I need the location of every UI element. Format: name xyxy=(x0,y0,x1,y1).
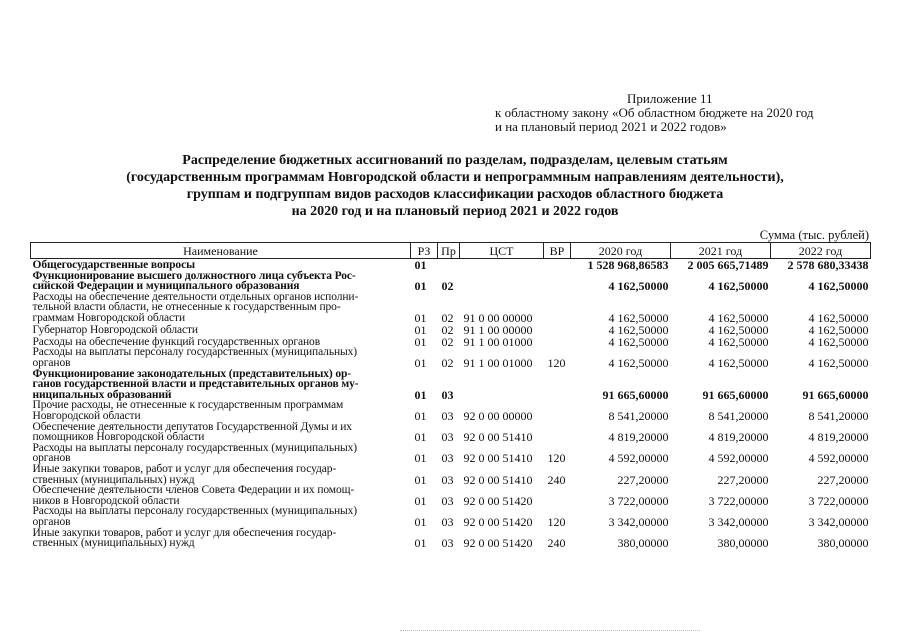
row-rz: 01 xyxy=(414,430,427,445)
row-2022: 4 162,50000 xyxy=(808,310,869,325)
row-2020: 8 541,20000 xyxy=(608,409,669,424)
title-line-1: Распределение бюджетных ассигнований по разделам, подразделам, целевым статьям xyxy=(182,153,728,168)
table-row xyxy=(31,422,871,443)
table-body xyxy=(31,259,871,549)
row-name: Функционирование законодательных (представительных) ор- ганов государственной власти и представительных органов му- ниципальных образований xyxy=(32,367,359,401)
row-vr: 120 xyxy=(547,451,566,466)
row-vr xyxy=(544,485,571,506)
row-cst xyxy=(460,271,544,292)
row-2022: 3 342,00000 xyxy=(808,514,869,529)
row-rz: 01 xyxy=(414,451,427,466)
row-pr: 03 xyxy=(441,514,454,529)
row-2022: 8 541,20000 xyxy=(808,409,869,424)
row-vr xyxy=(544,292,571,324)
appendix-period: и на плановый период 2021 и 2022 годов» xyxy=(495,119,727,134)
row-cst: 92 0 00 51410 xyxy=(463,472,533,487)
header-cst: ЦСТ xyxy=(460,243,544,259)
row-2020: 4 162,50000 xyxy=(608,279,669,294)
row-2022: 4 162,50000 xyxy=(808,322,869,337)
row-2020: 380,00000 xyxy=(617,536,669,551)
row-pr: 03 xyxy=(441,387,454,402)
row-pr: 02 xyxy=(441,356,454,371)
row-2021: 4 162,50000 xyxy=(708,322,769,337)
row-cst: 91 1 00 01000 xyxy=(463,334,533,349)
row-name: Общегосударственные вопросы xyxy=(32,258,195,271)
row-name: Расходы на выплаты персоналу государственных (муниципальных) органов xyxy=(32,441,358,465)
row-vr: 240 xyxy=(547,472,566,487)
row-rz: 01 xyxy=(414,536,427,551)
row-pr: 03 xyxy=(441,451,454,466)
row-vr xyxy=(544,323,571,335)
row-cst: 92 0 00 00000 xyxy=(463,409,533,424)
row-pr: 02 xyxy=(441,322,454,337)
row-vr xyxy=(544,271,571,292)
appendix-law-ref: к областному закону «Об областном бюджете на 2020 год xyxy=(495,105,814,120)
row-2022: 4 162,50000 xyxy=(808,356,869,371)
budget-table xyxy=(30,242,871,549)
row-vr: 120 xyxy=(547,514,566,529)
row-name: Расходы на выплаты персоналу государственных (муниципальных) органов xyxy=(32,505,358,528)
row-2021: 4 162,50000 xyxy=(708,310,769,325)
row-rz: 01 xyxy=(414,356,427,371)
table-row xyxy=(31,271,871,292)
row-2020: 3 722,00000 xyxy=(608,493,669,508)
table-row xyxy=(31,369,871,401)
row-2021: 4 162,50000 xyxy=(708,279,769,294)
row-name: Иные закупки товаров, работ и услуг для обеспечения государ- ственных (муниципальных) нужд xyxy=(32,463,337,486)
row-2020: 4 162,50000 xyxy=(608,356,669,371)
row-2022: 4 819,20000 xyxy=(808,430,869,445)
row-pr: 03 xyxy=(441,430,454,445)
row-2020: 91 665,60000 xyxy=(602,387,669,402)
row-cst: 92 0 00 51410 xyxy=(463,430,533,445)
row-rz: 01 xyxy=(414,322,427,337)
units-label: Сумма (тыс. рублей) xyxy=(759,228,869,242)
row-vr xyxy=(544,335,571,347)
row-2021: 227,20000 xyxy=(717,472,769,487)
row-rz: 01 xyxy=(414,409,427,424)
row-cst: 92 0 00 51420 xyxy=(463,536,533,551)
row-name: Иные закупки товаров, работ и услуг для обеспечения государ- ственных (муниципальных) нужд xyxy=(32,526,337,550)
row-rz: 01 xyxy=(414,387,427,402)
table-row xyxy=(31,506,871,527)
row-2022: 2 578 680,33438 xyxy=(787,257,869,272)
row-rz: 01 xyxy=(414,310,427,325)
row-2020: 4 592,00000 xyxy=(608,451,669,466)
row-name: Губернатор Новгородской области xyxy=(32,323,198,336)
row-name: Расходы на обеспечение функций государственных органов xyxy=(32,335,321,348)
row-cst: 92 0 00 51410 xyxy=(463,451,533,466)
row-2021: 380,00000 xyxy=(717,536,769,551)
row-rz: 01 xyxy=(414,257,427,272)
row-pr xyxy=(438,259,460,271)
row-vr xyxy=(544,259,571,271)
row-rz: 01 xyxy=(414,472,427,487)
row-vr xyxy=(544,369,571,401)
row-2022: 4 162,50000 xyxy=(808,279,869,294)
row-2020: 4 162,50000 xyxy=(608,334,669,349)
row-cst: 92 0 00 51420 xyxy=(463,514,533,529)
row-2022: 4 592,00000 xyxy=(808,451,869,466)
row-rz: 01 xyxy=(414,493,427,508)
row-name: Расходы на выплаты персоналу государственных (муниципальных) органов xyxy=(32,346,358,370)
row-2022: 91 665,60000 xyxy=(802,387,869,402)
table-row xyxy=(31,292,871,324)
appendix-number: Приложение 11 xyxy=(627,91,713,106)
row-2020: 4 162,50000 xyxy=(608,310,669,325)
row-2021: 91 665,60000 xyxy=(702,387,769,402)
row-rz: 01 xyxy=(414,279,427,294)
row-name: Прочие расходы, не отнесенные к государственным программам Новгородской области xyxy=(32,399,344,423)
row-2021: 8 541,20000 xyxy=(708,409,769,424)
title-line-4: на 2020 год и на плановый период 2021 и 2022 годов xyxy=(291,204,619,219)
header-vr: ВР xyxy=(544,243,571,259)
row-cst: 91 1 00 01000 xyxy=(463,356,533,371)
row-2022: 4 162,50000 xyxy=(808,334,869,349)
row-2022: 3 722,00000 xyxy=(808,493,869,508)
header-rz: РЗ xyxy=(411,243,438,259)
row-vr: 120 xyxy=(547,356,566,371)
row-2021: 2 005 665,71489 xyxy=(687,257,769,272)
row-pr: 02 xyxy=(441,279,454,294)
row-rz: 01 xyxy=(414,334,427,349)
row-name: Функционирование высшего должностного лица субъекта Рос- сийской Федерации и муниципального образования xyxy=(32,269,356,293)
header-pr: Пр xyxy=(438,243,460,259)
row-name: Расходы на обеспечение деятельности отдельных органов исполни- тельной власти области, не отнесенные к государственным про- граммам Новгородской области xyxy=(32,290,359,324)
table-header-row xyxy=(31,243,871,259)
table-row xyxy=(31,347,871,368)
header-2020: 2020 год xyxy=(571,243,671,259)
row-2021: 4 162,50000 xyxy=(708,334,769,349)
row-vr xyxy=(544,422,571,443)
title-line-3: группам и подгруппам видов расходов классификации расходов областного бюджета xyxy=(186,187,724,202)
table-row xyxy=(31,443,871,464)
table-row xyxy=(31,485,871,506)
header-2021: 2021 год xyxy=(671,243,771,259)
row-2022: 380,00000 xyxy=(817,536,869,551)
row-cst xyxy=(460,369,544,401)
row-rz: 01 xyxy=(414,514,427,529)
header-2022: 2022 год xyxy=(771,243,871,259)
row-2020: 1 528 968,86583 xyxy=(587,257,669,272)
table-row xyxy=(31,528,871,549)
row-name: Обеспечение деятельности депутатов Государственной Думы и их помощников Новгородской области xyxy=(32,420,352,444)
row-pr: 03 xyxy=(441,536,454,551)
table-row xyxy=(31,259,871,271)
row-2021: 4 592,00000 xyxy=(708,451,769,466)
row-2021: 4 162,50000 xyxy=(708,356,769,371)
row-pr: 03 xyxy=(441,409,454,424)
row-name: Обеспечение деятельности членов Совета Федерации и их помощ- ников в Новгородской области xyxy=(32,484,355,507)
row-2020: 3 342,00000 xyxy=(608,514,669,529)
row-cst xyxy=(460,259,544,271)
scan-artifact xyxy=(400,630,700,632)
row-2020: 227,20000 xyxy=(617,472,669,487)
appendix-header xyxy=(495,92,895,134)
header-name: Наименование xyxy=(31,243,411,259)
row-cst: 91 1 00 00000 xyxy=(463,322,533,337)
row-cst: 91 0 00 00000 xyxy=(463,310,533,325)
row-pr: 03 xyxy=(441,493,454,508)
document-title xyxy=(60,152,850,220)
title-line-2: (государственным программам Новгородской области и непрограммным направлениям деятельности), xyxy=(126,170,784,185)
row-cst: 92 0 00 51420 xyxy=(463,493,533,508)
row-2021: 3 342,00000 xyxy=(708,514,769,529)
row-pr: 02 xyxy=(441,334,454,349)
table-row xyxy=(31,323,871,335)
row-pr: 03 xyxy=(441,472,454,487)
row-2020: 4 819,20000 xyxy=(608,430,669,445)
row-2021: 3 722,00000 xyxy=(708,493,769,508)
table-row xyxy=(31,464,871,485)
row-2021: 4 819,20000 xyxy=(708,430,769,445)
row-vr: 240 xyxy=(547,536,566,551)
row-vr xyxy=(544,400,571,421)
row-2020: 4 162,50000 xyxy=(608,322,669,337)
row-2022: 227,20000 xyxy=(817,472,869,487)
row-pr: 02 xyxy=(441,310,454,325)
table-row xyxy=(31,400,871,421)
